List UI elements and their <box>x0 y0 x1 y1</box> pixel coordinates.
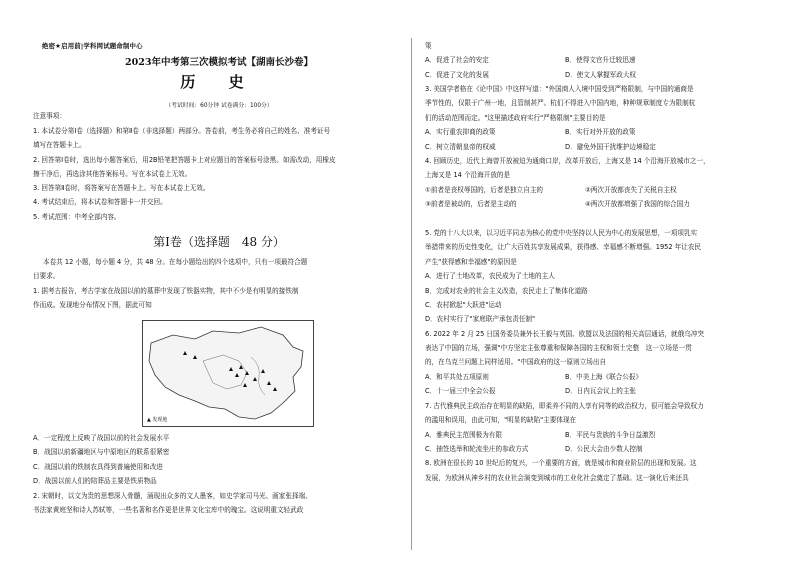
q3-option-d: D．避免外国干扰维护边境稳定 <box>565 143 656 151</box>
notes-heading: 注意事项： <box>33 112 66 120</box>
question-1-line: 作而成。发现地分布情况下图，据此可知 <box>33 301 152 309</box>
q4-item-3: ③前者是被动的，后者是主动的 <box>425 200 517 208</box>
instruction-line: 目要求。 <box>33 272 60 280</box>
subject-title: 历 史 <box>180 73 258 91</box>
column-divider <box>411 38 412 550</box>
q6-option-d: D．日内瓦会议上的主张 <box>565 387 637 395</box>
q6-option-b: B．中美上海《联合公报》 <box>565 373 643 381</box>
q7-option-c: C．抽签选举和轮流坐庄的参政方式 <box>425 445 529 453</box>
q3-option-a: A．实行重农抑商的政策 <box>425 128 496 136</box>
question-6-line: 6. 2022 年 2 月 25 日国务委员兼外长王毅与英国、欧盟以及法国的相关高层通话，就俄乌冲突 <box>425 330 705 338</box>
instruction-line: 本卷共 12 小题，每小题 4 分，共 48 分。在每小题给出的四个选项中，只有一项最符合题 <box>43 258 308 266</box>
question-5-line: 产生"获得感和幸福感"的原因是 <box>425 258 517 266</box>
question-5-line: 5. 党的十八大以来，以习近平同志为核心的党中央坚持以人民为中心的发展思想，一项项乳实 <box>425 229 698 237</box>
q5-option-a: A．进行了土地改革，农民成为了土地的主人 <box>425 272 555 280</box>
q7-option-a: A．雅典民主范围极为有限 <box>425 431 503 439</box>
q2-option-d: D．使文人掌握军政大权 <box>565 71 637 79</box>
note-line: 5. 考试范围：中考全部内容。 <box>33 213 121 221</box>
q1-option-d: D．战国以前人们的陪葬品主要是铁质物品 <box>33 477 157 485</box>
q4-item-1: ①前者是丧权辱国的，后者是独立自主的 <box>425 186 544 194</box>
q5-option-d: D．农村实行了"家庭联产承包责任制" <box>425 315 536 323</box>
map-legend: ▲ 发现地 <box>147 417 168 423</box>
exam-meta: （考试时间：60分钟 试卷满分：100分） <box>165 103 273 109</box>
question-3-line: 季节性的，仅限于广州一地，且管制甚严。杭们不得进入中国内地，种种规章制度专为限制杭 <box>425 99 696 107</box>
question-4-line: 上海又是 14 个沿海开放的是 <box>425 171 511 179</box>
right-column <box>425 36 794 556</box>
q7-option-d: D．公民大会由少数人控制 <box>565 445 643 453</box>
question-4-line: 4. 回顾历史，近代上海曾开放被迫为通商口岸，改革开放后，上海又是 14 个沿海开放城市之一， <box>425 157 710 165</box>
question-5-line: 举措带来的历史性变化，让广大百姓共享发展成果，获得感、幸福感不断增强。1952 年让农民 <box>425 243 702 251</box>
note-line: 1. 本试卷分第Ⅰ卷（选择题）和第Ⅱ卷（非选择题）两部分。答卷前，考生务必将自己的姓名、准考证号 <box>33 127 331 135</box>
note-line: 3. 回答第Ⅱ卷时，将答案写在答题卡上。写在本试卷上无效。 <box>33 184 210 192</box>
q1-option-c: C．战国以前的铁制农具得到普遍使用和改进 <box>33 463 163 471</box>
q1-option-a: A．一定程度上反映了战国以前的社会发展水平 <box>33 434 170 442</box>
q1-option-b: B．战国以前新疆地区与中原地区的联系很紧密 <box>33 448 170 456</box>
question-2-line: 书法家黄庭坚和诗人苏轼等，一些名著和名作更是世界文化宝库中的瑰宝。这说明重文轻武政 <box>33 506 304 514</box>
question-8-line: 8. 欧洲在很长的 10 世纪后的复兴，一个重要的方面，就是城市和商业阶层的出现和发展。这 <box>425 459 697 467</box>
question-7-line: 7. 古代雅典民主政治存在明显的缺陷，即柔养不同的人享有同等的政治权力，很可能会导致权力 <box>425 402 704 410</box>
left-column <box>33 36 405 556</box>
q6-option-c: C．十一届三中全会公报 <box>425 387 496 395</box>
question-2-line: 2. 宋朝时，以文为贵的思想深入骨髓，涌现出众多的文人墨客，如史学家司马光、画家张择端、 <box>33 492 312 500</box>
q4-item-2: ②两次开放都丧失了关税自主权 <box>585 186 677 194</box>
note-line: 擦干净后，再选涂其他答案标号。写在本试卷上无效。 <box>33 170 192 178</box>
q2-continuation: 策 <box>425 42 432 50</box>
q7-option-b: B．平民与贵族的斗争日益激烈 <box>565 431 656 439</box>
iron-artifact-map <box>142 320 314 427</box>
q5-option-c: C．农村掀起"大跃进"运动 <box>425 301 502 309</box>
q3-option-b: B．实行对外开放的政策 <box>565 128 636 136</box>
q5-option-b: B．完成对农业的社会主义改造，农民走上了集体化道路 <box>425 287 588 295</box>
note-line: 4. 考试结束后，将本试卷和答题卡一并交回。 <box>33 198 167 206</box>
question-3-line: 3. 美国学者格在《论中国》中这样写道："外国商人入境中国受到严格限制，与中国的通商是 <box>425 85 694 93</box>
q2-option-b: B．使得文官升迁较迅速 <box>565 56 636 64</box>
question-8-line: 发展，为欧洲从神乡村的农业社会演变到城市的工业化社会奠定了基础。这一演化后来还具 <box>425 474 689 482</box>
q3-option-c: C．树立清朝皇帝的权威 <box>425 143 496 151</box>
note-line: 填写在答题卡上。 <box>33 141 86 149</box>
question-3-line: 们的活动范围而定。"这里描述政府实行"严格限制"主要目的是 <box>425 114 606 122</box>
q6-option-a: A．和平共处五项原则 <box>425 373 489 381</box>
question-6-line: 表达了中国的立场，强调"中方坚定主张尊重和保障各国的主权和领土完整 这一立场是一贯 <box>425 344 692 352</box>
q2-option-c: C．促进了文化的发展 <box>425 71 489 79</box>
question-6-line: 的，在乌克兰问题上同样适用。"中国政府的这一原则立场出自 <box>425 358 607 366</box>
q4-item-4: ④两次开放都增强了我国的综合国力 <box>585 200 690 208</box>
exam-title: 2023年中考第三次模拟考试【湖南长沙卷】 <box>125 57 313 68</box>
q2-option-a: A．促进了社会的安定 <box>425 56 489 64</box>
note-line: 2. 回答第Ⅰ卷时，选出每小题答案后，用2B铅笔把答题卡上对应题目的答案标号涂黑。如需改动，用橡皮 <box>33 156 336 164</box>
watermark: 绝密★启用前|学科网试题命制中心 <box>42 42 143 50</box>
question-7-line: 的滥用和误用，由此可知，"明显的缺陷"主要体现在 <box>425 416 577 424</box>
question-1-line: 1. 据考古报告，考古学家在战国以前的墓葬中发现了铁器实物，其中不少是有明显的接铁制 <box>33 287 299 295</box>
section-title: 第Ⅰ卷（选择题 48 分） <box>153 235 285 249</box>
map-graphic <box>143 321 313 426</box>
